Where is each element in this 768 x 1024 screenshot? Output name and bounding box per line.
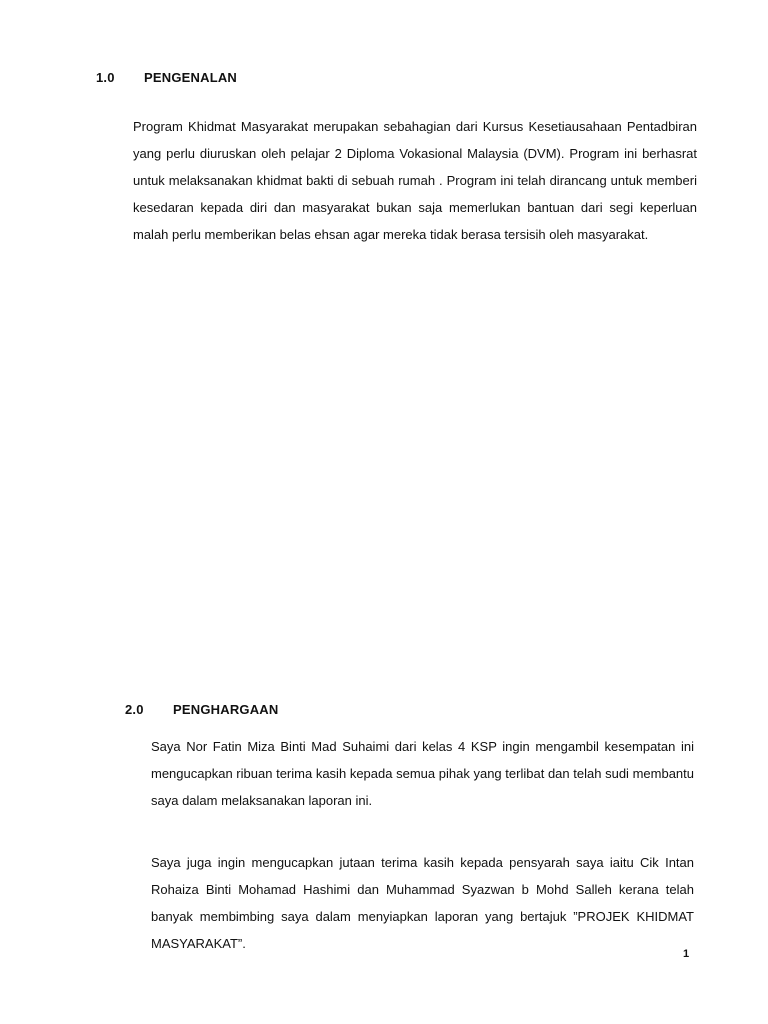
paragraph-penghargaan-2: Saya juga ingin mengucapkan jutaan terima kasih kepada pensyarah saya iaitu Cik Intan Rohaiza Binti Mohamad Hashimi dan Muhammad Syazwan b Mohd Salleh kerana telah banyak membimbing saya dalam menyiapkan laporan yang bertajuk ”PROJEK KHIDMAT MASYARAKAT”. [151,855,694,951]
section-heading-pengenalan [96,70,237,85]
page-number: 1 [683,948,690,960]
section-title: PENGENALAN [144,70,238,85]
section-number: 1.0 [96,70,115,85]
section-number: 2.0 [125,702,144,717]
section-heading-penghargaan [125,702,278,717]
section-title: PENGHARGAAN [173,702,279,717]
paragraph-pengenalan: Program Khidmat Masyarakat merupakan sebahagian dari Kursus Kesetiausahaan Pentadbiran yang perlu diuruskan oleh pelajar 2 Diploma Vokasional Malaysia (DVM). Program ini berhasrat untuk melaksanakan khidmat bakti di sebuah rumah . Program ini telah dirancang untuk memberi kesedaran kepada diri dan masyarakat bukan saja memerlukan bantuan dari segi keperluan malah perlu memberikan belas ehsan agar mereka tidak berasa tersisih oleh masyarakat. [133,119,697,242]
paragraph-penghargaan-1: Saya Nor Fatin Miza Binti Mad Suhaimi dari kelas 4 KSP ingin mengambil kesempatan ini mengucapkan ribuan terima kasih kepada semua pihak yang terlibat dan telah sudi membantu saya dalam melaksanakan laporan ini. [151,739,694,808]
